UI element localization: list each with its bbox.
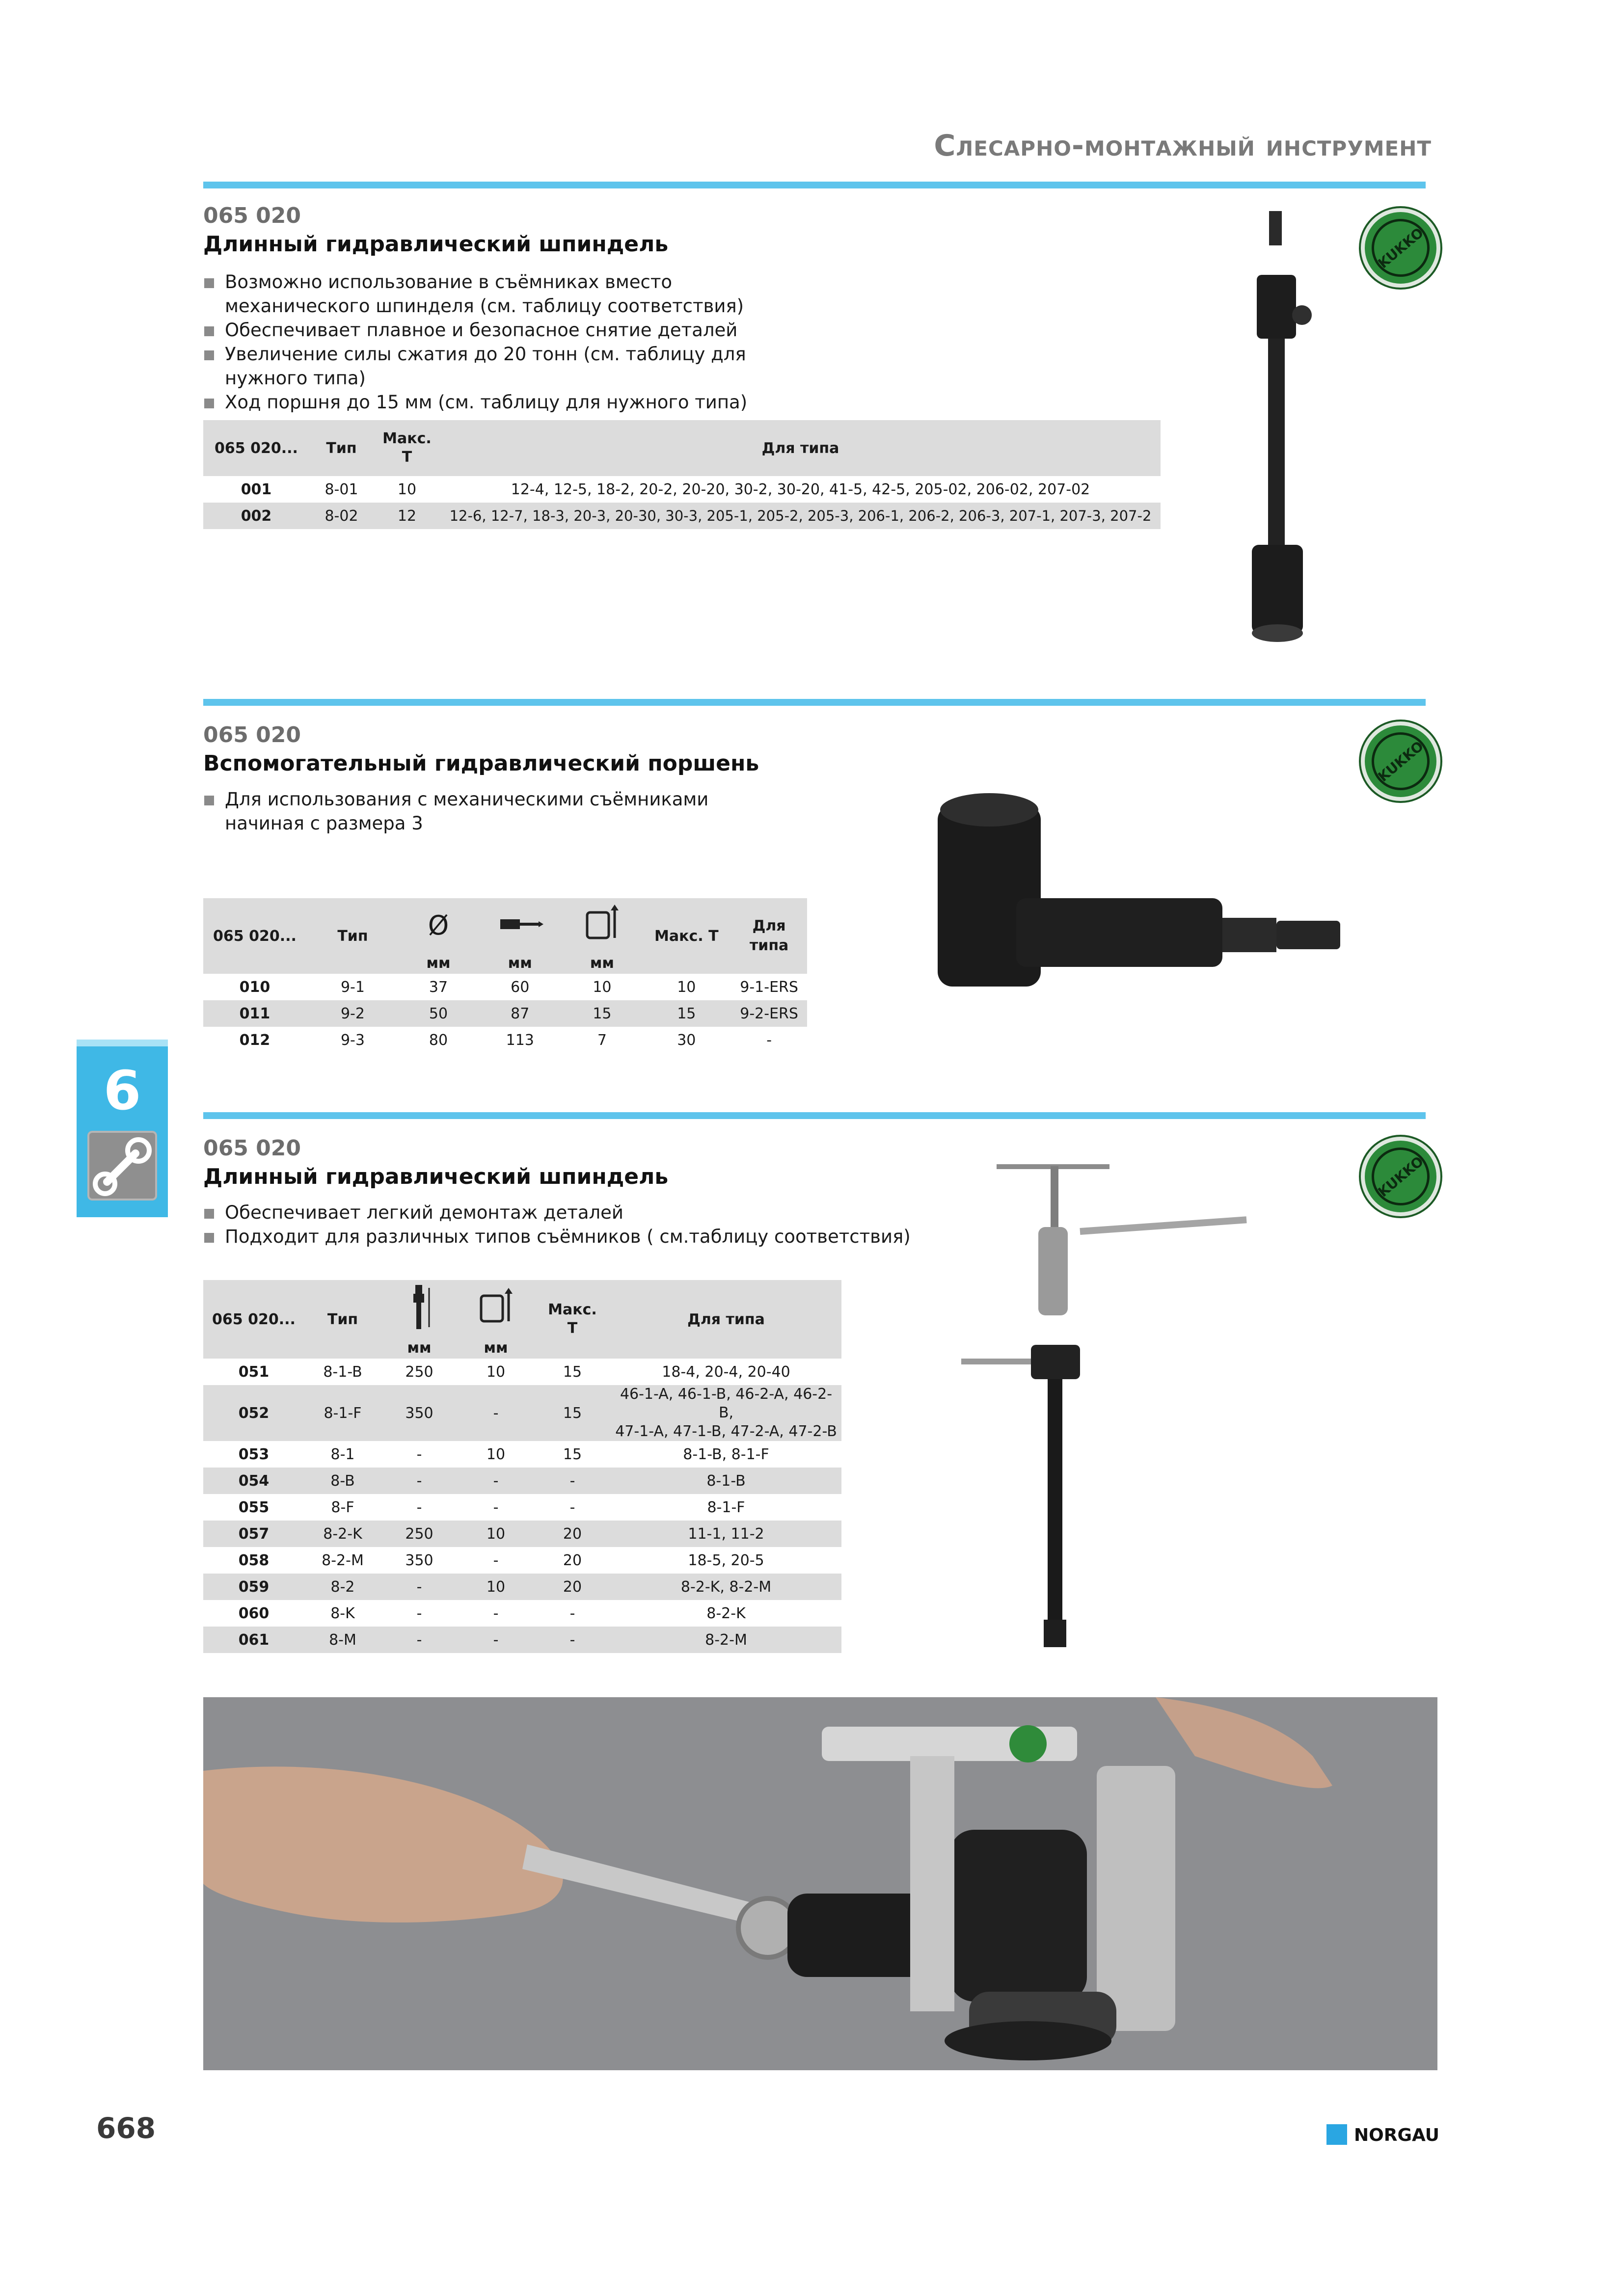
- cell-stroke: 10: [486, 1445, 506, 1463]
- cell-for-type: 12-6, 12-7, 18-3, 20-3, 20-30, 30-3, 205-1, 205-2, 205-3, 206-1, 206-2, 206-3, 207-1, 207-3, 207-2: [440, 503, 1161, 529]
- cell-for-type: 46-1-A, 46-1-B, 46-2-A, 46-2-B, 47-1-A, 47-1-B, 47-2-A, 47-2-B: [611, 1385, 841, 1441]
- spec-table: [203, 1280, 841, 1653]
- cell-type: 8-2: [304, 1574, 381, 1600]
- cell-type: 8-01: [325, 481, 358, 498]
- cell-length: -: [416, 1445, 422, 1463]
- cell-for-type: 18-5, 20-5: [688, 1551, 764, 1569]
- spec-table: [203, 898, 807, 1053]
- cell-type: 8-2-K: [304, 1521, 381, 1547]
- cell-max: 10: [397, 481, 417, 498]
- cell-length: 60: [511, 978, 530, 996]
- cell-type: 8-F: [331, 1498, 354, 1516]
- cell-length: 113: [506, 1031, 534, 1049]
- cell-code: 060: [238, 1604, 270, 1622]
- cell-length: -: [381, 1468, 458, 1494]
- product-code: 065 020: [203, 722, 301, 748]
- cell-diameter: 37: [429, 978, 448, 996]
- kukko-logo-text: KUKKO: [1360, 1136, 1441, 1217]
- cell-type: 8-2-M: [322, 1551, 364, 1569]
- cell-for-type: 8-2-M: [611, 1627, 841, 1653]
- table-row: [203, 1468, 841, 1494]
- product-code: 065 020: [203, 1136, 301, 1161]
- cell-length: 350: [405, 1551, 433, 1569]
- cell-for-type: 8-1-F: [707, 1498, 745, 1516]
- col-header-code: 065 020...: [203, 898, 306, 974]
- unit-label: мм: [381, 1337, 458, 1359]
- cell-length: 250: [405, 1363, 433, 1381]
- cell-max: 10: [677, 978, 696, 996]
- cell-stroke: -: [493, 1604, 499, 1622]
- cell-code: 001: [241, 481, 272, 498]
- cell-code: 052: [203, 1385, 304, 1441]
- col-header-max: Макс. T: [534, 1280, 611, 1359]
- usage-photo: [203, 1697, 1437, 2070]
- cell-type: 8-1-F: [304, 1385, 381, 1441]
- cell-diameter: 50: [399, 1000, 478, 1027]
- cell-for-type: 9-1-ERS: [740, 978, 798, 996]
- cell-stroke: -: [458, 1627, 534, 1653]
- photo-illustration: [203, 1697, 1437, 2070]
- cell-for-type: 8-2-K, 8-2-M: [611, 1574, 841, 1600]
- cell-type: 8-1: [330, 1445, 355, 1463]
- cell-stroke: 10: [458, 1574, 534, 1600]
- cell-code: 054: [203, 1468, 304, 1494]
- cell-code: 059: [203, 1574, 304, 1600]
- table-row: [203, 974, 807, 1000]
- feature-list: [203, 787, 783, 835]
- cell-for-type: 12-4, 12-5, 18-2, 20-2, 20-20, 30-2, 30-20, 41-5, 42-5, 205-02, 206-02, 207-02: [511, 481, 1090, 498]
- feature-item: Ход поршня до 15 мм (см. таблицу для нужного типа): [203, 390, 812, 414]
- cell-for-type: 18-4, 20-4, 20-40: [662, 1363, 790, 1381]
- cell-type: 9-1: [340, 978, 365, 996]
- chapter-tab: [77, 1040, 168, 1217]
- wrench-icon: [87, 1131, 157, 1201]
- hydraulic-piston-image: [933, 785, 1399, 1001]
- cell-max: -: [569, 1498, 575, 1516]
- product-title: Длинный гидравлический шпиндель: [203, 232, 669, 257]
- stroke-icon: [562, 898, 642, 952]
- cell-code: 011: [203, 1000, 306, 1027]
- cell-code: 053: [238, 1445, 270, 1463]
- cell-length: -: [381, 1574, 458, 1600]
- cell-max: -: [534, 1627, 611, 1653]
- feature-item: Подходит для различных типов съёмников ( см.таблицу соответствия): [203, 1225, 940, 1249]
- feature-item: Увеличение силы сжатия до 20 тонн (см. таблицу для нужного типа): [203, 342, 812, 390]
- cell-max: 20: [534, 1574, 611, 1600]
- cell-type: 8-1-B: [323, 1363, 362, 1381]
- cell-stroke: 10: [486, 1363, 506, 1381]
- col-header-code: 065 020...: [203, 420, 309, 476]
- cell-type: 8-M: [304, 1627, 381, 1653]
- feature-list: [203, 1201, 940, 1249]
- cell-code: 058: [238, 1551, 270, 1569]
- stroke-icon: [458, 1280, 534, 1337]
- cell-stroke: 7: [597, 1031, 607, 1049]
- col-header-type: Тип: [304, 1280, 381, 1359]
- cell-type: 9-2: [306, 1000, 399, 1027]
- product-title: Длинный гидравлический шпиндель: [203, 1164, 669, 1189]
- cell-stroke: -: [458, 1385, 534, 1441]
- table-row: [203, 1000, 807, 1027]
- col-header-code: 065 020...: [203, 1280, 304, 1359]
- section-rule: [203, 1112, 1426, 1119]
- cell-max: 20: [534, 1521, 611, 1547]
- cell-max: 12: [374, 503, 440, 529]
- cell-max: 15: [534, 1385, 611, 1441]
- brand-name: NORGAU: [1354, 2125, 1439, 2145]
- kukko-logo: [1361, 208, 1440, 288]
- hydraulic-spindle-image: [1217, 206, 1335, 648]
- unit-label: мм: [562, 952, 642, 974]
- table-row: [203, 1494, 841, 1521]
- header-rule: [203, 182, 1426, 188]
- cell-type: 8-B: [304, 1468, 381, 1494]
- product-code: 065 020: [203, 203, 301, 228]
- cell-stroke: -: [493, 1551, 499, 1569]
- feature-item: Для использования с механическими съёмниками начиная с размера 3: [203, 787, 783, 835]
- table-row: [203, 1385, 841, 1441]
- cell-for-type: 11-1, 11-2: [611, 1521, 841, 1547]
- cell-for-type: 8-1-B: [611, 1468, 841, 1494]
- cell-type: 8-K: [330, 1604, 355, 1622]
- table-row: [203, 1547, 841, 1574]
- cell-diameter: 80: [429, 1031, 448, 1049]
- col-header-max: Макс. T: [374, 420, 440, 476]
- table-row: [203, 1627, 841, 1653]
- cell-code: 055: [238, 1498, 270, 1516]
- cell-stroke: 10: [458, 1521, 534, 1547]
- cell-for-type: 8-2-K: [706, 1604, 746, 1622]
- cell-max: 30: [677, 1031, 696, 1049]
- unit-label: мм: [478, 952, 562, 974]
- cell-code: 057: [203, 1521, 304, 1547]
- cell-max: -: [569, 1604, 575, 1622]
- cell-max: 15: [563, 1363, 582, 1381]
- feature-list: [203, 270, 812, 414]
- cell-code: 061: [203, 1627, 304, 1653]
- unit-label: мм: [399, 952, 478, 974]
- kukko-logo: [1361, 1137, 1440, 1216]
- cell-for-type: -: [766, 1031, 772, 1049]
- cell-length: 87: [478, 1000, 562, 1027]
- product-title: Вспомогательный гидравлический поршень: [203, 751, 759, 776]
- table-row: [203, 1574, 841, 1600]
- unit-label: мм: [458, 1337, 534, 1359]
- cell-code: 051: [238, 1363, 270, 1381]
- cell-max: 15: [642, 1000, 731, 1027]
- cell-for-type: 9-2-ERS: [731, 1000, 807, 1027]
- kukko-logo-text: KUKKO: [1360, 207, 1441, 289]
- page-number: 668: [96, 2111, 156, 2145]
- cell-code: 012: [239, 1031, 270, 1049]
- col-header-type: Тип: [309, 420, 374, 476]
- col-header-type: Тип: [306, 898, 399, 974]
- chapter-number: 6: [103, 1059, 141, 1122]
- cell-code: 010: [239, 978, 270, 996]
- cell-max: 20: [563, 1551, 582, 1569]
- feature-item: Обеспечивает легкий демонтаж деталей: [203, 1201, 940, 1225]
- brand-square-icon: [1326, 2124, 1347, 2145]
- col-header-max: Макс. T: [642, 898, 731, 974]
- table-row: [203, 1359, 841, 1385]
- length-icon: [478, 898, 562, 952]
- cell-stroke: -: [458, 1468, 534, 1494]
- table-row: [203, 1521, 841, 1547]
- cell-max: 15: [563, 1445, 582, 1463]
- cell-code: 002: [203, 503, 309, 529]
- cell-max: -: [534, 1468, 611, 1494]
- spindle-length-icon: [381, 1280, 458, 1337]
- col-header-for-type: Для типа: [731, 898, 807, 974]
- section-rule: [203, 699, 1426, 706]
- kukko-logo-text: KUKKO: [1360, 721, 1441, 802]
- cell-stroke: 15: [562, 1000, 642, 1027]
- cell-type: 9-3: [340, 1031, 365, 1049]
- diameter-icon: Ø: [399, 898, 478, 952]
- cell-stroke: -: [493, 1498, 499, 1516]
- cell-length: 350: [381, 1385, 458, 1441]
- hydraulic-spindle-image: [952, 1153, 1296, 1654]
- spec-table: [203, 420, 1161, 529]
- cell-length: 250: [381, 1521, 458, 1547]
- table-row: [203, 476, 1161, 503]
- table-row: [203, 1027, 807, 1053]
- cell-stroke: 10: [593, 978, 612, 996]
- cell-type: 8-02: [309, 503, 374, 529]
- feature-item: Обеспечивает плавное и безопасное снятие деталей: [203, 318, 812, 342]
- cell-for-type: 8-1-B, 8-1-F: [683, 1445, 769, 1463]
- section-title: Слесарно-монтажный инструмент: [934, 129, 1432, 163]
- cell-length: -: [381, 1627, 458, 1653]
- cell-length: -: [416, 1498, 422, 1516]
- feature-item: Возможно использование в съёмниках вместо механического шпинделя (см. таблицу соответствия): [203, 270, 812, 318]
- kukko-logo: [1361, 721, 1440, 801]
- col-header-for-type: Для типа: [440, 420, 1161, 476]
- table-row: [203, 503, 1161, 529]
- table-row: [203, 1441, 841, 1468]
- cell-length: -: [416, 1604, 422, 1622]
- table-row: [203, 1600, 841, 1627]
- col-header-for-type: Для типа: [611, 1280, 841, 1359]
